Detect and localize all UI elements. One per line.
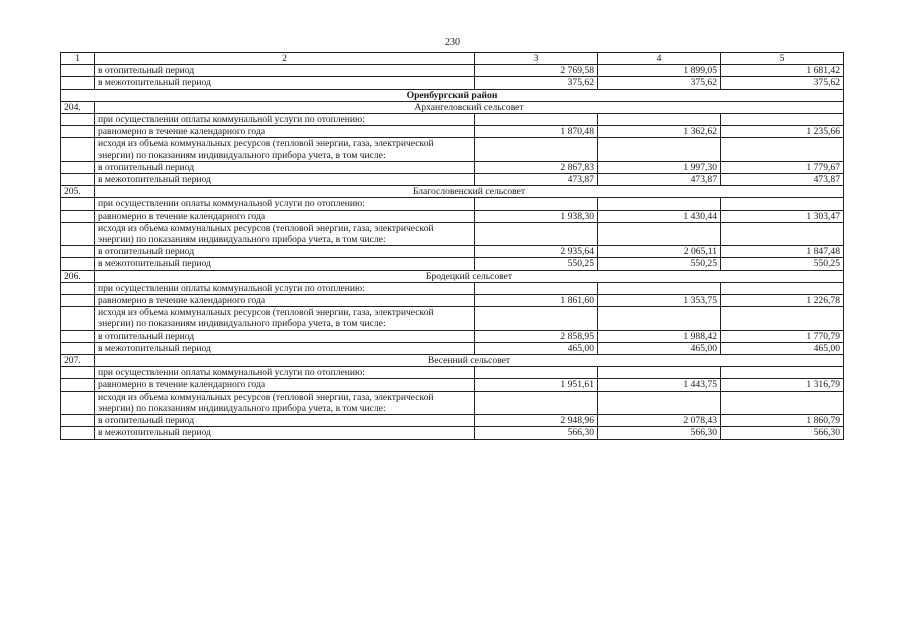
- settlement-row: [61, 186, 844, 198]
- table-row: [61, 138, 844, 161]
- table-row: [61, 415, 844, 427]
- row-value: 465,00: [721, 342, 844, 354]
- row-value: 550,25: [598, 258, 721, 270]
- table-row: [61, 65, 844, 77]
- row-number: [61, 198, 95, 210]
- row-value: [598, 391, 721, 414]
- row-value: 2 935,64: [475, 246, 598, 258]
- row-number: [61, 307, 95, 330]
- tariff-table: [60, 52, 844, 440]
- row-value: 473,87: [598, 174, 721, 186]
- row-value: 1 870,48: [475, 126, 598, 138]
- table-row: [61, 210, 844, 222]
- row-value: [598, 282, 721, 294]
- row-value: 1 430,44: [598, 210, 721, 222]
- row-number: [61, 367, 95, 379]
- table-row: [61, 379, 844, 391]
- settlement-row: [61, 270, 844, 282]
- row-number: 204.: [61, 101, 95, 113]
- row-number: [61, 65, 95, 77]
- row-value: [721, 282, 844, 294]
- row-value: [475, 222, 598, 245]
- row-number: [61, 391, 95, 414]
- row-value: 1 362,62: [598, 126, 721, 138]
- row-number: [61, 138, 95, 161]
- row-value: [721, 222, 844, 245]
- row-description: в межотопительный период: [95, 77, 475, 89]
- row-description: при осуществлении оплаты коммунальной услуги по отоплению:: [95, 282, 475, 294]
- row-description: равномерно в течение календарного года: [95, 379, 475, 391]
- row-description: в межотопительный период: [95, 258, 475, 270]
- row-number: [61, 415, 95, 427]
- row-value: [475, 282, 598, 294]
- settlement-name: Архангеловский сельсовет: [95, 101, 844, 113]
- column-number: 2: [95, 53, 475, 65]
- row-value: 1 443,75: [598, 379, 721, 391]
- settlement-name: Бродецкий сельсовет: [95, 270, 844, 282]
- row-description: в отопительный период: [95, 161, 475, 173]
- row-value: 375,62: [721, 77, 844, 89]
- row-value: 1 779,67: [721, 161, 844, 173]
- row-value: 1 860,79: [721, 415, 844, 427]
- row-value: 1 316,79: [721, 379, 844, 391]
- row-number: 207.: [61, 355, 95, 367]
- row-value: 550,25: [721, 258, 844, 270]
- row-description: при осуществлении оплаты коммунальной услуги по отоплению:: [95, 198, 475, 210]
- row-number: [61, 330, 95, 342]
- row-value: 473,87: [721, 174, 844, 186]
- row-value: 465,00: [598, 342, 721, 354]
- settlement-name: Весенний сельсовет: [95, 355, 844, 367]
- row-number: [61, 77, 95, 89]
- row-number: [61, 161, 95, 173]
- row-value: 1 681,42: [721, 65, 844, 77]
- table-row: [61, 126, 844, 138]
- row-value: [598, 222, 721, 245]
- row-value: [475, 198, 598, 210]
- table-row: [61, 114, 844, 126]
- row-description: равномерно в течение календарного года: [95, 295, 475, 307]
- row-description: исходя из объема коммунальных ресурсов (тепловой энергии, газа, электрической энергии) по показаниям индивидуального прибора учета, в том числе:: [95, 138, 475, 161]
- row-description: в межотопительный период: [95, 342, 475, 354]
- row-number: [61, 126, 95, 138]
- row-value: 375,62: [598, 77, 721, 89]
- row-value: 473,87: [475, 174, 598, 186]
- table-row: [61, 307, 844, 330]
- row-value: [475, 391, 598, 414]
- row-value: [598, 307, 721, 330]
- row-value: [721, 307, 844, 330]
- table-row: [61, 282, 844, 294]
- row-value: 2 078,43: [598, 415, 721, 427]
- table-row: [61, 330, 844, 342]
- row-number: [61, 174, 95, 186]
- row-value: 566,30: [598, 427, 721, 439]
- row-description: при осуществлении оплаты коммунальной услуги по отоплению:: [95, 367, 475, 379]
- column-number: 1: [61, 53, 95, 65]
- row-value: 1 226,78: [721, 295, 844, 307]
- row-value: 1 235,66: [721, 126, 844, 138]
- row-number: [61, 258, 95, 270]
- row-value: [475, 138, 598, 161]
- table-row: [61, 391, 844, 414]
- row-value: 566,30: [475, 427, 598, 439]
- row-value: 2 858,95: [475, 330, 598, 342]
- row-description: в межотопительный период: [95, 427, 475, 439]
- row-value: 1 997,30: [598, 161, 721, 173]
- row-value: [475, 367, 598, 379]
- row-number: 205.: [61, 186, 95, 198]
- row-description: в отопительный период: [95, 330, 475, 342]
- row-number: 206.: [61, 270, 95, 282]
- row-value: 1 988,42: [598, 330, 721, 342]
- row-number: [61, 210, 95, 222]
- table-row: [61, 342, 844, 354]
- row-value: 1 303,47: [721, 210, 844, 222]
- row-number: [61, 282, 95, 294]
- row-value: [475, 114, 598, 126]
- row-value: [598, 367, 721, 379]
- row-number: [61, 295, 95, 307]
- table-row: [61, 367, 844, 379]
- settlement-row: [61, 101, 844, 113]
- row-description: в межотопительный период: [95, 174, 475, 186]
- row-number: [61, 427, 95, 439]
- row-value: 2 867,83: [475, 161, 598, 173]
- row-value: 566,30: [721, 427, 844, 439]
- row-description: исходя из объема коммунальных ресурсов (тепловой энергии, газа, электрической энергии) по показаниям индивидуального прибора учета, в том числе:: [95, 307, 475, 330]
- row-value: 550,25: [475, 258, 598, 270]
- row-number: [61, 222, 95, 245]
- row-number: [61, 342, 95, 354]
- row-value: 1 938,30: [475, 210, 598, 222]
- row-description: равномерно в течение календарного года: [95, 210, 475, 222]
- row-value: 375,62: [475, 77, 598, 89]
- district-name: Оренбургский район: [61, 89, 844, 101]
- row-description: в отопительный период: [95, 415, 475, 427]
- row-value: 2 948,96: [475, 415, 598, 427]
- row-value: 2 065,11: [598, 246, 721, 258]
- row-value: [598, 114, 721, 126]
- row-description: равномерно в течение календарного года: [95, 126, 475, 138]
- table-row: [61, 198, 844, 210]
- row-value: [721, 367, 844, 379]
- table-row: [61, 161, 844, 173]
- table-row: [61, 77, 844, 89]
- column-number: 4: [598, 53, 721, 65]
- row-value: 1 899,05: [598, 65, 721, 77]
- table-row: [61, 222, 844, 245]
- row-description: при осуществлении оплаты коммунальной услуги по отоплению:: [95, 114, 475, 126]
- row-value: 1 353,75: [598, 295, 721, 307]
- row-value: [475, 307, 598, 330]
- row-value: [721, 114, 844, 126]
- row-value: [598, 138, 721, 161]
- district-row: [61, 89, 844, 101]
- column-number: 5: [721, 53, 844, 65]
- row-value: 465,00: [475, 342, 598, 354]
- row-value: [721, 198, 844, 210]
- row-description: исходя из объема коммунальных ресурсов (тепловой энергии, газа, электрической энергии) по показаниям индивидуального прибора учета, в том числе:: [95, 391, 475, 414]
- row-description: в отопительный период: [95, 246, 475, 258]
- table-body: [61, 65, 844, 439]
- page-number: 230: [445, 37, 460, 48]
- table-row: [61, 427, 844, 439]
- row-value: [598, 198, 721, 210]
- row-value: [721, 391, 844, 414]
- row-value: 2 769,58: [475, 65, 598, 77]
- column-number-row: [61, 53, 844, 65]
- row-value: 1 847,48: [721, 246, 844, 258]
- row-number: [61, 246, 95, 258]
- table-row: [61, 258, 844, 270]
- table-row: [61, 246, 844, 258]
- row-description: исходя из объема коммунальных ресурсов (тепловой энергии, газа, электрической энергии) по показаниям индивидуального прибора учета, в том числе:: [95, 222, 475, 245]
- row-value: 1 770,79: [721, 330, 844, 342]
- row-value: 1 861,60: [475, 295, 598, 307]
- settlement-name: Благословенский сельсовет: [95, 186, 844, 198]
- column-number: 3: [475, 53, 598, 65]
- row-value: [721, 138, 844, 161]
- row-description: в отопительный период: [95, 65, 475, 77]
- row-value: 1 951,61: [475, 379, 598, 391]
- row-number: [61, 379, 95, 391]
- table-row: [61, 174, 844, 186]
- settlement-row: [61, 355, 844, 367]
- table-row: [61, 295, 844, 307]
- row-number: [61, 114, 95, 126]
